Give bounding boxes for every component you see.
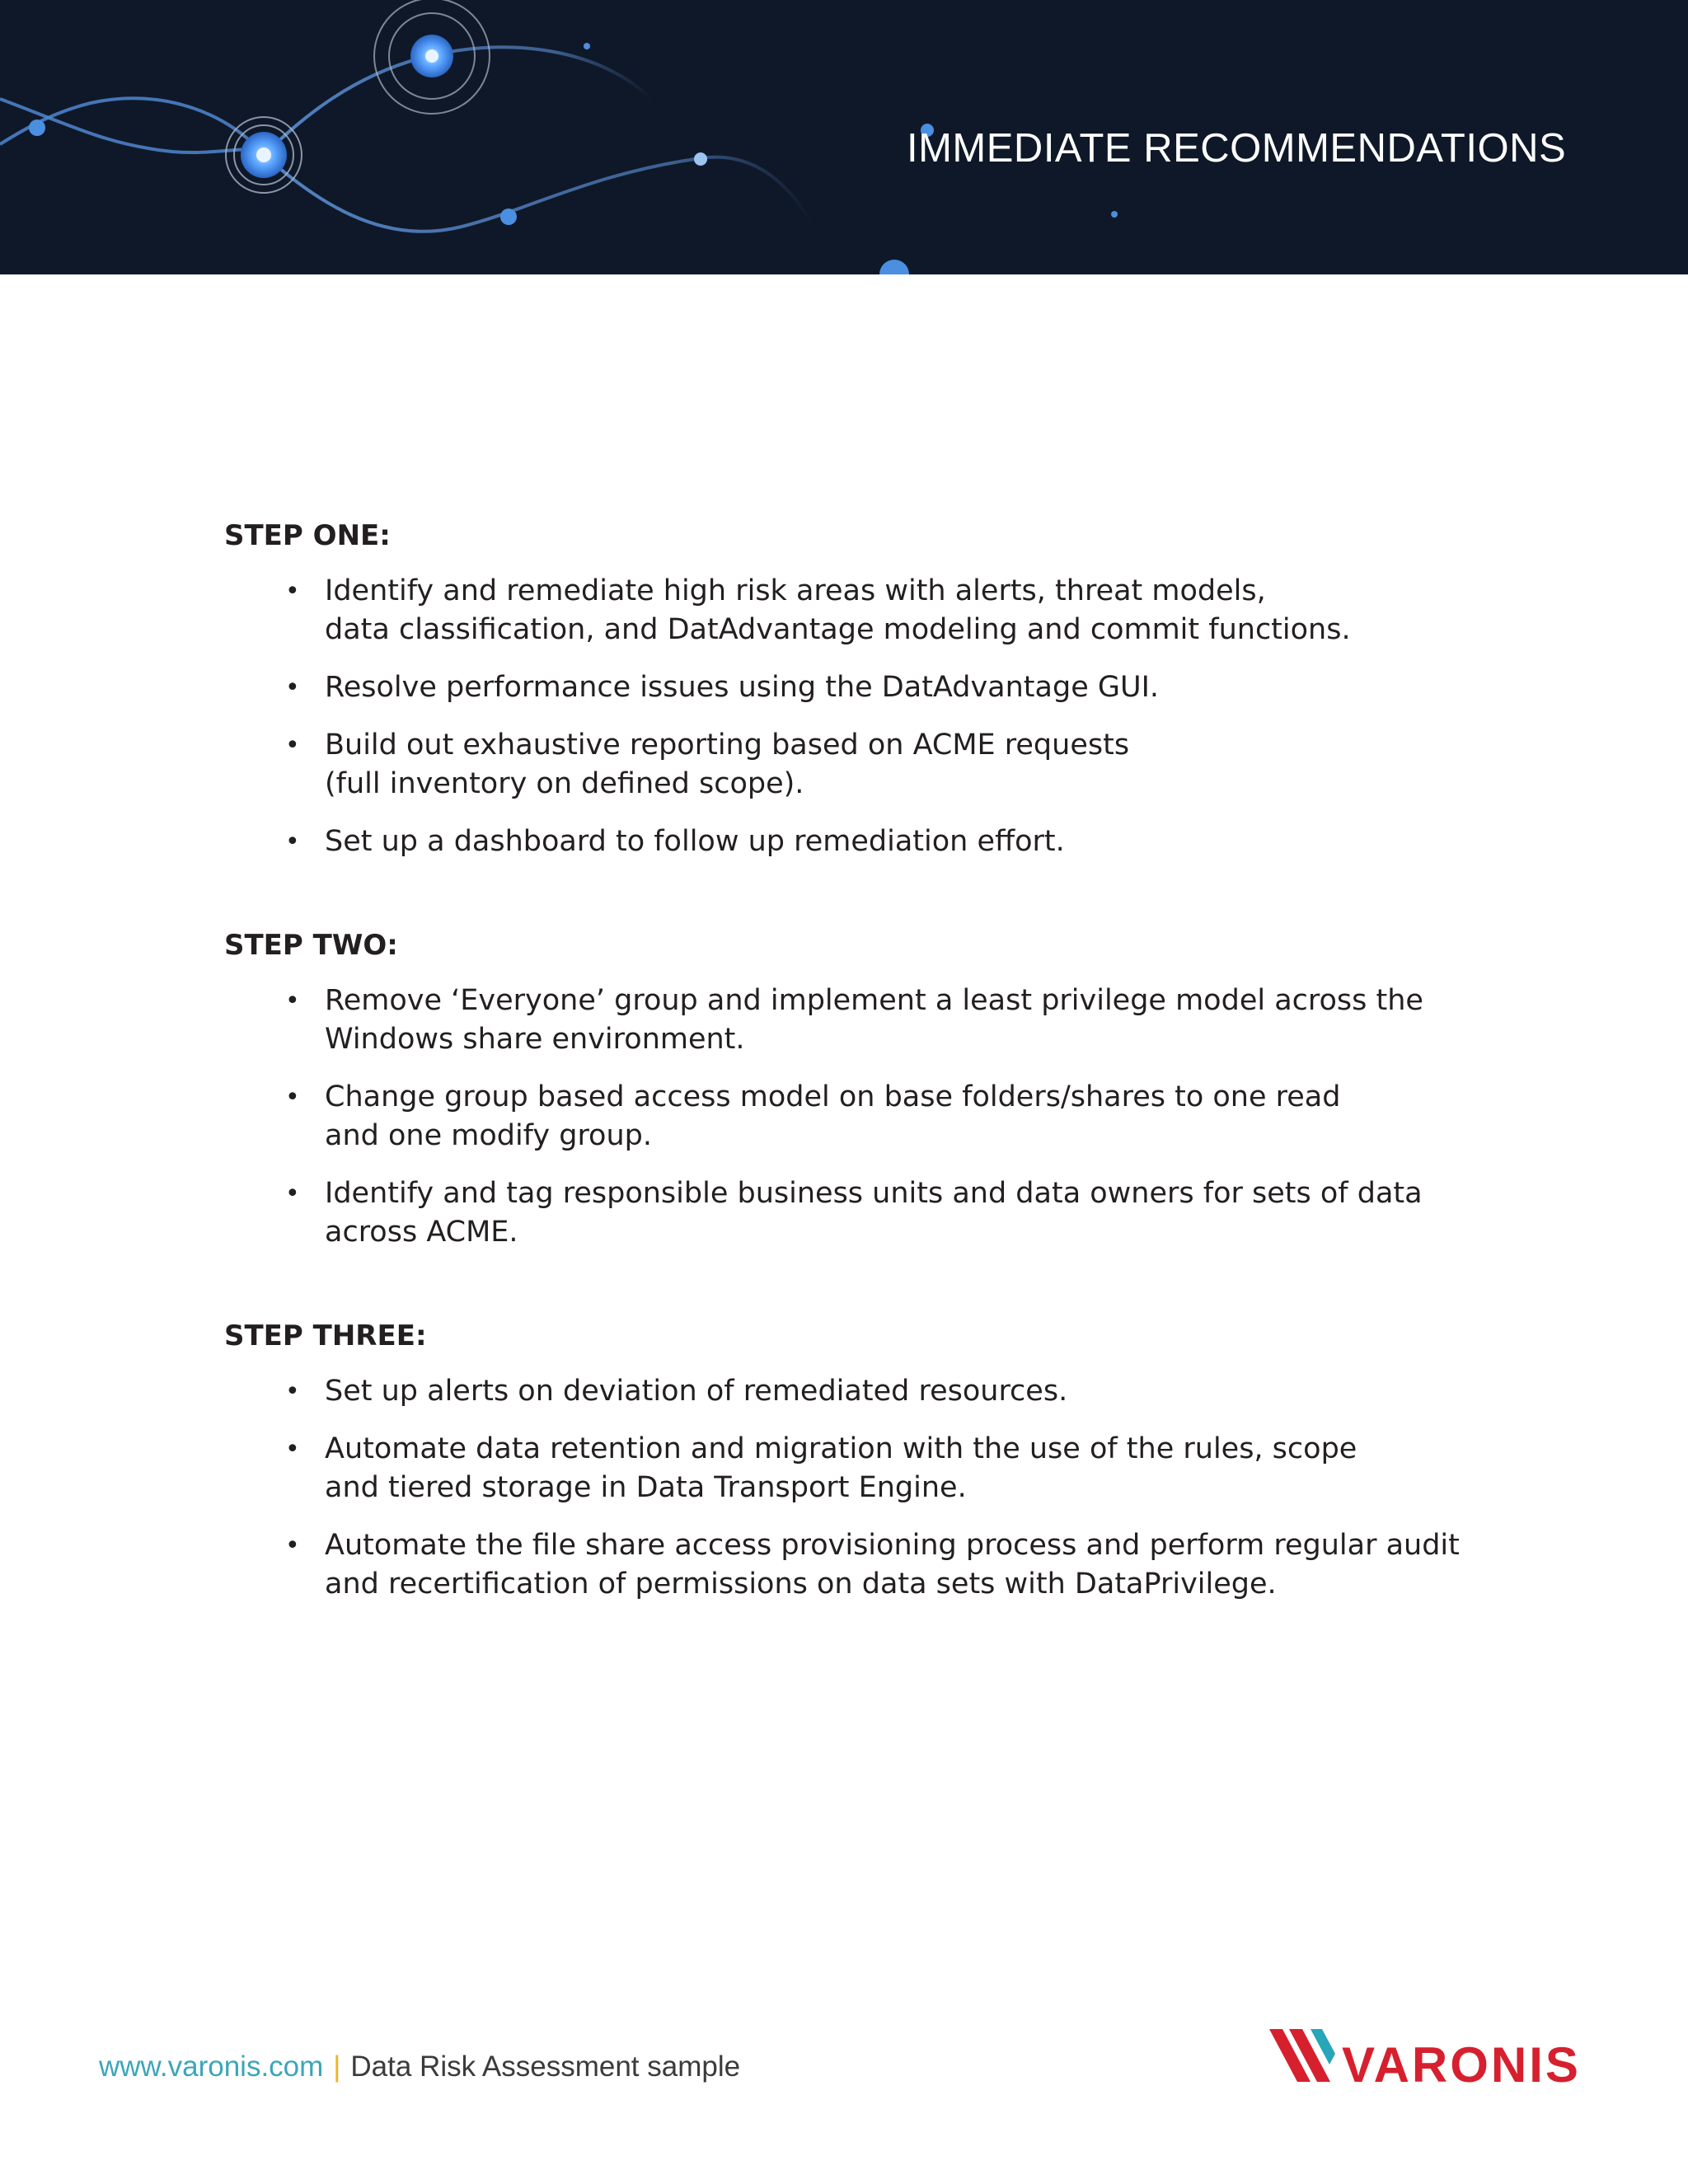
bullet-icon: • [285,577,300,606]
list-item [224,726,1510,804]
list-item [224,572,1510,649]
bullet-icon: • [285,1377,300,1406]
glowing-node-icon [226,117,302,193]
varonis-logo [1269,2027,1599,2090]
list-item-text: Build out exhaustive reporting based on ACME requests (full inventory on defined scope). [325,729,1130,800]
footer [99,2050,740,2083]
header-banner [0,0,1688,274]
list-item-text: Set up alerts on deviation of remediated resources. [325,1375,1068,1408]
list-item-text: Resolve performance issues using the DatAdvantage GUI. [325,671,1160,704]
list-item-text: Set up a dashboard to follow up remediation effort. [325,825,1065,858]
bullet-icon: • [285,987,300,1015]
glowing-node-icon [374,0,490,114]
bullet-icon: • [285,1531,300,1560]
bullet-icon: • [285,1435,300,1464]
list-item [224,668,1510,707]
step-section [224,511,1510,861]
bullet-icon: • [285,1083,300,1112]
logo-wordmark: VARONIS [1342,2037,1581,2090]
document-name: Data Risk Assessment sample [350,2050,741,2083]
list-item [224,1430,1510,1507]
list-item-text: Identify and remediate high risk areas with alerts, threat models, data classification, and DatAdvantage modeling and commit functions. [325,574,1351,646]
list-item [224,1372,1510,1411]
bullet-icon: • [285,673,300,702]
list-item-text: Automate the file share access provisioning process and perform regular audit and recertification of permissions on data sets with DataPrivilege. [325,1529,1460,1601]
step-title: STEP ONE: [224,519,391,552]
list-item-text: Automate data retention and migration with the use of the rules, scope and tiered storage in Data Transport Engine. [325,1432,1357,1504]
recommendations-content [224,511,1510,1623]
bullet-icon: • [285,827,300,856]
bullet-icon: • [285,731,300,760]
step-item-list [224,1372,1510,1604]
step-section [224,1311,1510,1604]
list-item-text: Change group based access model on base folders/shares to one read and one modify group. [325,1080,1341,1152]
step-item-list [224,982,1510,1252]
list-item [224,823,1510,861]
list-item [224,982,1510,1059]
step-item-list [224,572,1510,861]
step-title: STEP THREE: [224,1319,427,1352]
list-item [224,1174,1510,1252]
page-title: IMMEDIATE RECOMMENDATIONS [907,126,1567,171]
step-title: STEP TWO: [224,929,398,962]
list-item [224,1078,1510,1155]
list-item-text: Identify and tag responsible business units and data owners for sets of data across ACME. [325,1177,1423,1249]
footer-separator: | [333,2050,341,2083]
bullet-icon: • [285,1179,300,1208]
list-item-text: Remove ‘Everyone’ group and implement a least privilege model across the Windows share environment. [325,984,1423,1056]
list-item [224,1526,1510,1604]
website-link[interactable]: www.varonis.com [99,2050,324,2083]
step-section [224,921,1510,1252]
